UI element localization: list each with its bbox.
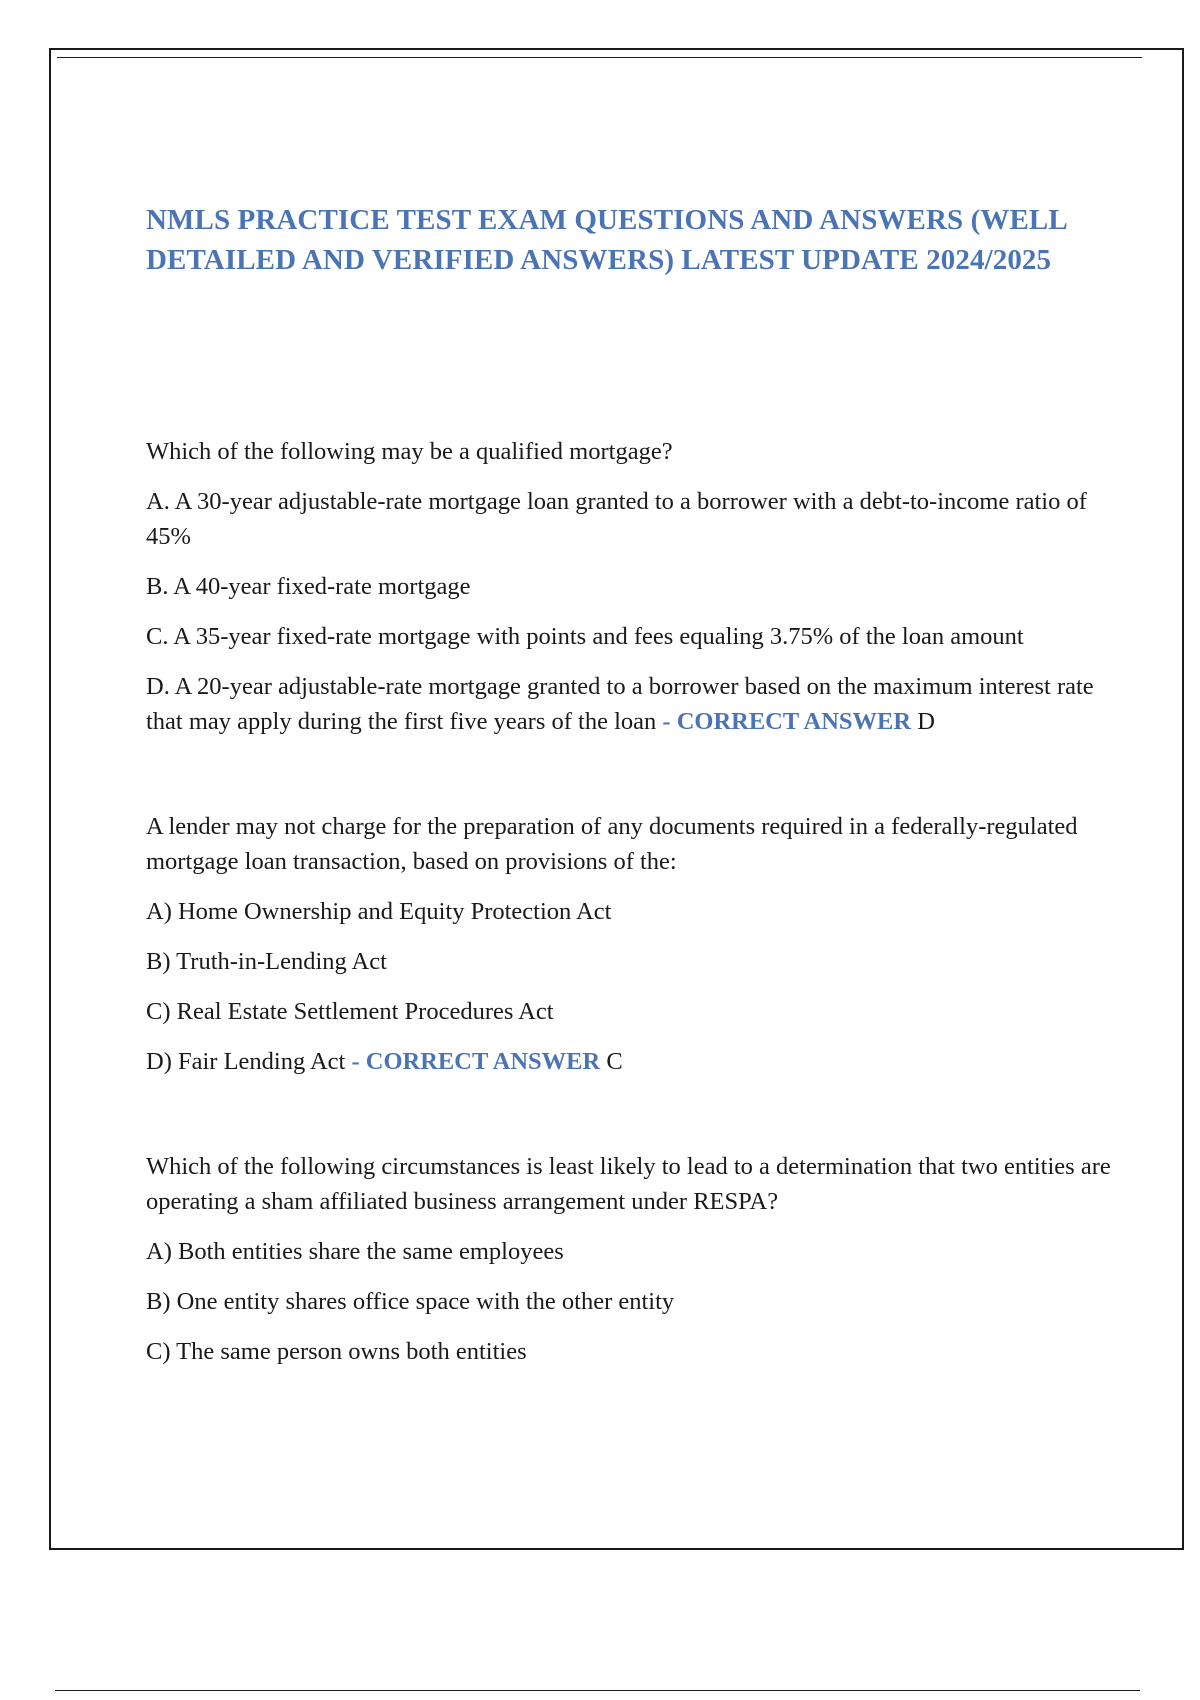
answer-option: C) Real Estate Settlement Procedures Act (146, 998, 554, 1025)
answer-option: B. A 40-year fixed-rate mortgage (146, 573, 471, 600)
answer-option: A. A 30-year adjustable-rate mortgage loan granted to a borrower with a debt-to-income ratio of 45% (146, 488, 1087, 550)
question-block-2 (146, 809, 1136, 1079)
correct-answer-separator: - (656, 708, 677, 735)
question-block-1 (146, 434, 1136, 739)
document-title: NMLS PRACTICE TEST EXAM QUESTIONS AND ANSWERS (WELL DETAILED AND VERIFIED ANSWERS) LATEST UPDATE 2024/2025 (146, 204, 1067, 276)
document-content (146, 434, 1136, 1369)
correct-answer-separator: - (345, 1048, 366, 1075)
bottom-rule (55, 1690, 1140, 1691)
question-text: Which of the following circumstances is least likely to lead to a determination that two entities are operating a sham affiliated business arrangement under RESPA? (146, 1153, 1111, 1215)
answer-option: A) Home Ownership and Equity Protection Act (146, 898, 612, 925)
correct-answer-label: CORRECT ANSWER (365, 1048, 601, 1075)
correct-answer-value: C (600, 1048, 623, 1075)
top-rule (57, 57, 1142, 58)
question-text: Which of the following may be a qualified mortgage? (146, 438, 673, 465)
answer-option: B) Truth-in-Lending Act (146, 948, 387, 975)
question-block-3 (146, 1149, 1136, 1369)
correct-answer-value: D (911, 708, 935, 735)
answer-option: A) Both entities share the same employees (146, 1238, 564, 1265)
question-text: A lender may not charge for the preparation of any documents required in a federally-regulated mortgage loan transaction, based on provisions of the: (146, 813, 1078, 875)
answer-option-text: D) Fair Lending Act (146, 1048, 346, 1075)
answer-option: C) The same person owns both entities (146, 1338, 527, 1365)
page-frame (49, 48, 1184, 1550)
answer-option-last (146, 669, 1136, 739)
answer-option-last (146, 1044, 1136, 1079)
answer-option-text: D. A 20-year adjustable-rate mortgage granted to a borrower based on the maximum interest rate that may apply during the first five years of the loan (146, 673, 1094, 735)
answer-option: B) One entity shares office space with the other entity (146, 1288, 675, 1315)
correct-answer-label: CORRECT ANSWER (676, 708, 912, 735)
answer-option: C. A 35-year fixed-rate mortgage with points and fees equaling 3.75% of the loan amount (146, 623, 1024, 650)
